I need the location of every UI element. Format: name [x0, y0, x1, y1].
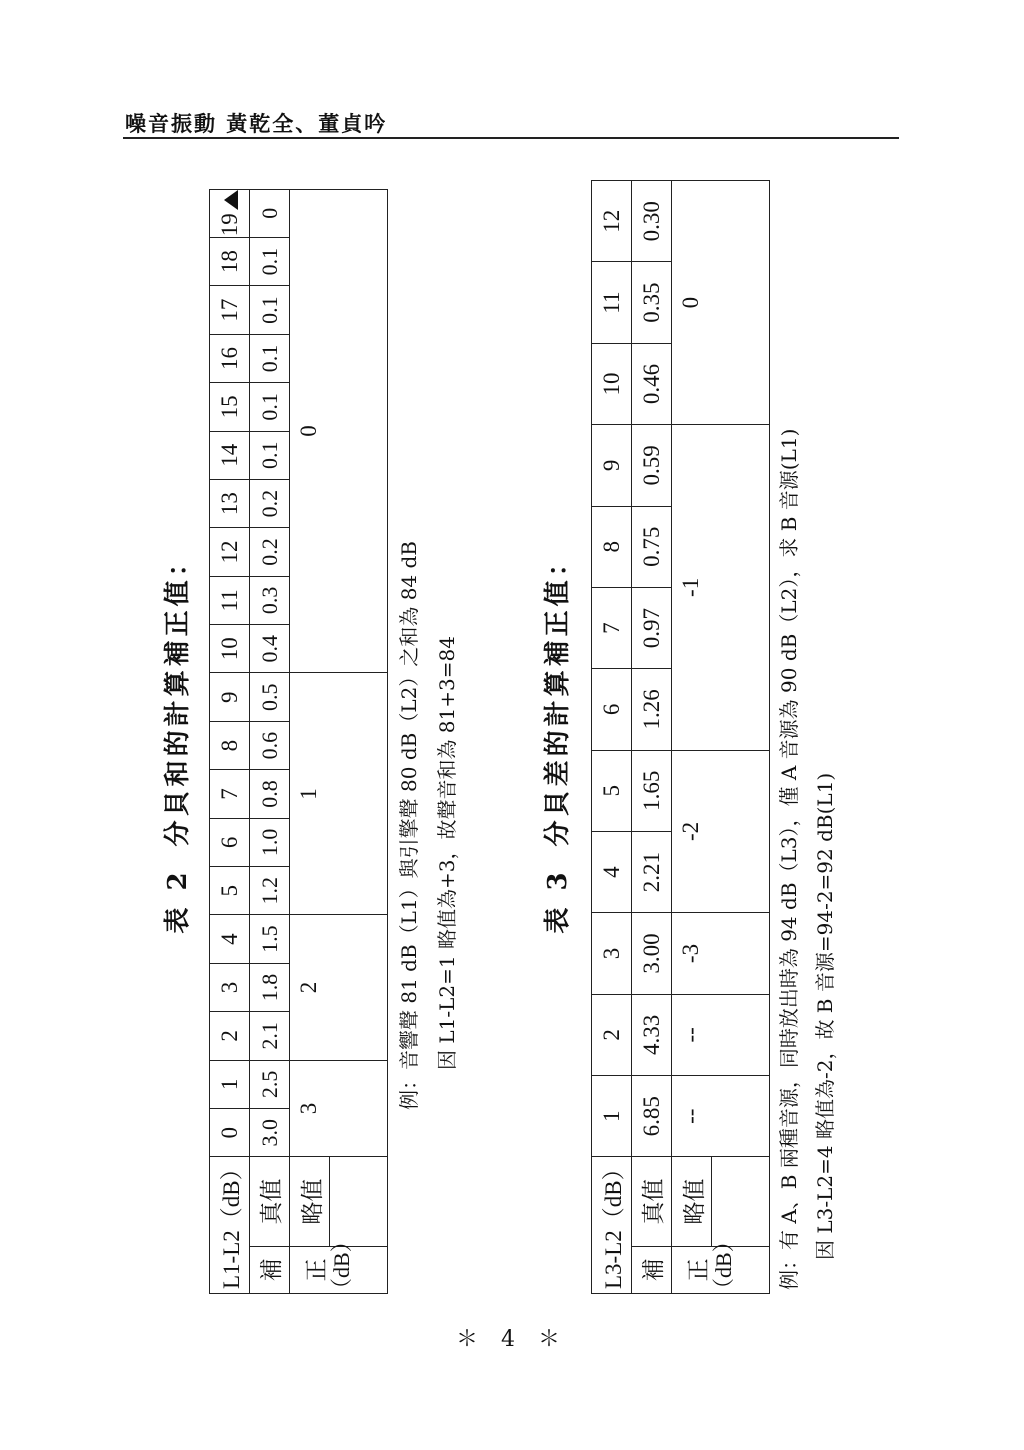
- triangle-up-icon: [224, 190, 238, 210]
- table2-diff-5: 5: [210, 867, 250, 915]
- table3-true-1: 6.85: [632, 1076, 672, 1157]
- table2-approx-3-cell: [290, 189, 388, 673]
- table3-diff-4: 4: [592, 831, 632, 912]
- table2-diff-16: 16: [210, 334, 250, 382]
- table3-true-10: 0.46: [632, 343, 672, 424]
- table2-caption-number: 表 2: [163, 868, 193, 934]
- table2-approx-0-cell: [290, 1060, 388, 1157]
- table2: [209, 189, 388, 1294]
- table2-diff-15: 15: [210, 383, 250, 431]
- table2-true-0: 3.0: [250, 1109, 290, 1157]
- table3-approx-0: --: [678, 1108, 703, 1124]
- table3-approx-5-cell: [672, 181, 770, 425]
- table2-diff-3: 3: [210, 963, 250, 1011]
- table2-side-label-2: 正: [304, 1258, 329, 1282]
- table2-diff-4: 4: [210, 915, 250, 963]
- table2-true-row: [250, 189, 290, 1293]
- table3-approx-4-cell: [672, 425, 770, 750]
- table3-side-label-1: 補: [632, 1246, 672, 1293]
- table2-true-17: 0.1: [250, 286, 290, 334]
- table3-true-label: 真值: [632, 1157, 672, 1246]
- table3-true-5: 1.65: [632, 750, 672, 831]
- table2-approx-1-cell: [290, 915, 388, 1060]
- table3-true-2: 4.33: [632, 994, 672, 1075]
- table2-diff-7: 7: [210, 770, 250, 818]
- table3-true-7: 0.97: [632, 587, 672, 668]
- table2-diff-12: 12: [210, 528, 250, 576]
- table2-true-2: 2.1: [250, 1012, 290, 1060]
- table3-diff-label: L3-L2（dB）: [592, 1157, 632, 1294]
- table2-diff-13: 13: [210, 479, 250, 527]
- table3-approx-5: 0: [678, 296, 703, 309]
- table2-true-1: 2.5: [250, 1060, 290, 1108]
- table2-true-13: 0.2: [250, 479, 290, 527]
- page-number: ＊ 4 ＊: [456, 1327, 568, 1352]
- table3-approx-2: -3: [678, 943, 703, 964]
- table2-approx-2: 1: [296, 788, 321, 800]
- table3-approx-label-cell: [672, 1157, 712, 1246]
- table2-side-label-1: 補: [250, 1246, 290, 1293]
- table3-caption-text: 分貝差的計算補正值：: [543, 546, 573, 847]
- table2-caption-text: 分貝和的計算補正值：: [163, 546, 193, 847]
- table3-diff-12: 12: [592, 181, 632, 262]
- table2-true-label: 真值: [250, 1157, 290, 1246]
- table2-diff-1: 1: [210, 1060, 250, 1108]
- table3-approx-1: --: [678, 1027, 703, 1043]
- table3-approx-3-cell: [672, 750, 770, 913]
- table2-true-15: 0.1: [250, 383, 290, 431]
- table2-diff-19-cell: [210, 189, 250, 237]
- table3-true-11: 0.35: [632, 262, 672, 343]
- table2-header-row: [210, 189, 250, 1293]
- table3-diff-2: 2: [592, 994, 632, 1075]
- table3-true-row: [632, 181, 672, 1294]
- header-rule: [123, 137, 899, 139]
- table2-diff-11: 11: [210, 576, 250, 624]
- table2-diff-2: 2: [210, 1012, 250, 1060]
- page-header: 噪音振動 黃乾全、董貞吟: [125, 111, 388, 136]
- rotated-content: [145, 180, 835, 1300]
- table2-caption: [157, 180, 194, 1300]
- table3-side-label-2: 正: [686, 1258, 711, 1282]
- table3-approx-0-cell: [672, 1076, 770, 1157]
- table3-approx-2-cell: [672, 913, 770, 994]
- table2-true-6: 1.0: [250, 818, 290, 866]
- table2-diff-17: 17: [210, 286, 250, 334]
- table3-side-label-3: （dB）: [711, 1230, 736, 1300]
- table2-approx-row: [290, 189, 330, 1293]
- table3-diff-1: 1: [592, 1076, 632, 1157]
- table2-example-line2: 因 L1-L2=1 略值為+3，故聲音和為 81+3=84: [435, 636, 459, 1070]
- table2-diff-10: 10: [210, 625, 250, 673]
- table3-diff-10: 10: [592, 343, 632, 424]
- table3-true-6: 1.26: [632, 669, 672, 750]
- table2-true-16: 0.1: [250, 334, 290, 382]
- table3-example-line1: 例：有 A、B 兩種音源，同時放出時為 94 dB（L3），僅 A 音源為 90 dB（L2），求 B 音源(L1): [777, 428, 801, 1290]
- table3-approx-4: -1: [678, 577, 703, 597]
- table3-true-3: 3.00: [632, 913, 672, 994]
- table3-approx-1-cell: [672, 994, 770, 1075]
- table3-diff-9: 9: [592, 425, 632, 506]
- table3-caption-number: 表 3: [543, 868, 573, 934]
- table2-side-label-3: （dB）: [329, 1230, 354, 1300]
- table2-diff-14: 14: [210, 431, 250, 479]
- table2-true-12: 0.2: [250, 528, 290, 576]
- table2-diff-19: 19: [216, 213, 242, 237]
- table3-approx-label: 略值: [682, 1178, 707, 1225]
- table3-true-9: 0.59: [632, 425, 672, 506]
- table3-header-row: [592, 181, 632, 1294]
- table3-example-line2: 因 L3-L2=4 略值為-2，故 B 音源=94-2=92 dB(L1): [813, 772, 837, 1260]
- table2-approx-1: 2: [296, 981, 321, 994]
- table2-true-10: 0.4: [250, 625, 290, 673]
- table2-diff-9: 9: [210, 673, 250, 721]
- table2-true-14: 0.1: [250, 431, 290, 479]
- table3-true-12: 0.30: [632, 181, 672, 262]
- table2-diff-0: 0: [210, 1109, 250, 1157]
- table2-approx-label: 略值: [300, 1178, 325, 1225]
- table2-true-7: 0.8: [250, 770, 290, 818]
- table3-true-4: 2.21: [632, 831, 672, 912]
- table2-true-19: 0: [250, 189, 290, 237]
- table3-caption: [537, 180, 574, 1300]
- table3-true-8: 0.75: [632, 506, 672, 587]
- table3: [591, 180, 770, 1294]
- table3-approx-3: -2: [678, 821, 703, 842]
- table2-diff-8: 8: [210, 721, 250, 769]
- table2-example-line1: 例：音響聲 81 dB（L1）與引擎聲 80 dB（L2）之和為 84 dB: [397, 540, 421, 1110]
- table2-true-4: 1.5: [250, 915, 290, 963]
- table3-diff-5: 5: [592, 750, 632, 831]
- table2-approx-3: 0: [296, 425, 321, 437]
- table3-approx-row: [672, 181, 712, 1294]
- table3-diff-8: 8: [592, 506, 632, 587]
- table2-approx-label-cell: [290, 1157, 330, 1246]
- table3-diff-3: 3: [592, 913, 632, 994]
- table2-diff-6: 6: [210, 818, 250, 866]
- table2-true-18: 0.1: [250, 237, 290, 285]
- table2-true-9: 0.5: [250, 673, 290, 721]
- table2-true-3: 1.8: [250, 963, 290, 1011]
- table2-true-11: 0.3: [250, 576, 290, 624]
- table2-approx-2-cell: [290, 673, 388, 915]
- table2-approx-0: 3: [296, 1102, 321, 1115]
- table3-diff-6: 6: [592, 669, 632, 750]
- table2-true-8: 0.6: [250, 721, 290, 769]
- table2-true-5: 1.2: [250, 867, 290, 915]
- table3-diff-11: 11: [592, 262, 632, 343]
- table2-diff-label: L1-L2（dB）: [210, 1157, 250, 1294]
- table2-diff-18: 18: [210, 237, 250, 285]
- table3-diff-7: 7: [592, 587, 632, 668]
